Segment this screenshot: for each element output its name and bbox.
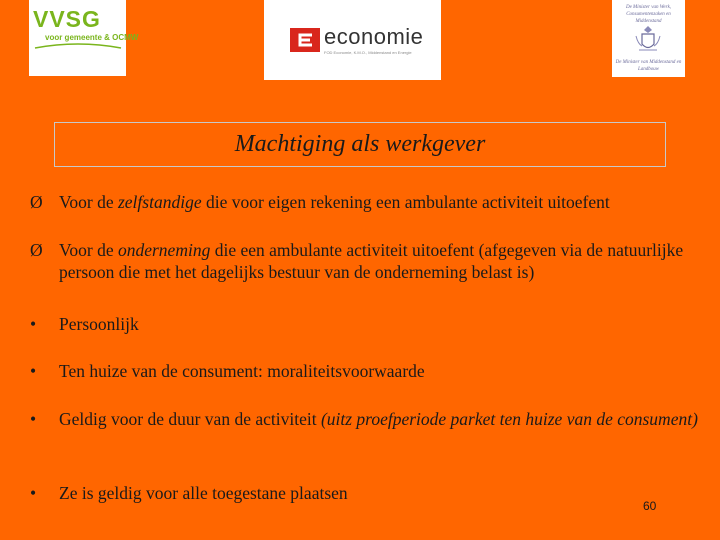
list-item (30, 408, 700, 430)
bullet-icon: • (30, 409, 37, 429)
crest-bottom-text: De Minister van Middenstand en Landbouw (615, 60, 682, 72)
vvsg-swoosh-icon (33, 42, 123, 52)
list-item-text: Voor de zelfstandige die voor eigen rekening een ambulante activiteit uitoefent (59, 192, 610, 212)
crest-top-text: De Minister van Werk, Consumentenzaken en Middenstand (625, 5, 672, 24)
bullet-icon: • (30, 314, 37, 334)
economie-logo-name: economie (324, 24, 424, 49)
arrow-bullet-icon: Ø (30, 192, 43, 212)
list-item (30, 482, 700, 504)
list-item-text: Ze is geldig voor alle toegestane plaatsen (59, 483, 348, 503)
slide-title-box (54, 122, 666, 167)
list-item (30, 239, 700, 283)
arrow-bullet-icon: Ø (30, 240, 43, 260)
economie-logo (264, 0, 441, 80)
economie-e-icon (290, 28, 320, 52)
list-item (30, 360, 700, 382)
bullet-icon: • (30, 483, 37, 503)
list-item (30, 313, 700, 335)
ministry-crest-logo (612, 0, 685, 77)
economie-logo-tagline: FOD Economie, K.M.O., Middenstand en Energie (324, 50, 412, 55)
bullet-icon: • (30, 361, 37, 381)
coat-of-arms-icon (633, 24, 664, 54)
list-item-text: Ten huize van de consument: moraliteitsvoorwaarde (59, 361, 425, 381)
list-item-text: Geldig voor de duur van de activiteit (uitz proefperiode parket ten huize van de consument) (59, 409, 698, 429)
vvsg-logo-subtitle: voor gemeente & OCMW (45, 33, 139, 42)
list-item-text: Voor de onderneming die een ambulante activiteit uitoefent (afgegeven via de natuurlijke persoon die met het dagelijks bestuur van de onderneming belast is) (59, 240, 684, 282)
page-number: 60 (643, 499, 657, 513)
slide-title: Machtiging als werkgever (234, 131, 486, 157)
vvsg-logo-name: VVSG (33, 6, 101, 32)
vvsg-logo (29, 0, 139, 76)
list-item (30, 191, 700, 213)
list-item-text: Persoonlijk (59, 314, 139, 334)
